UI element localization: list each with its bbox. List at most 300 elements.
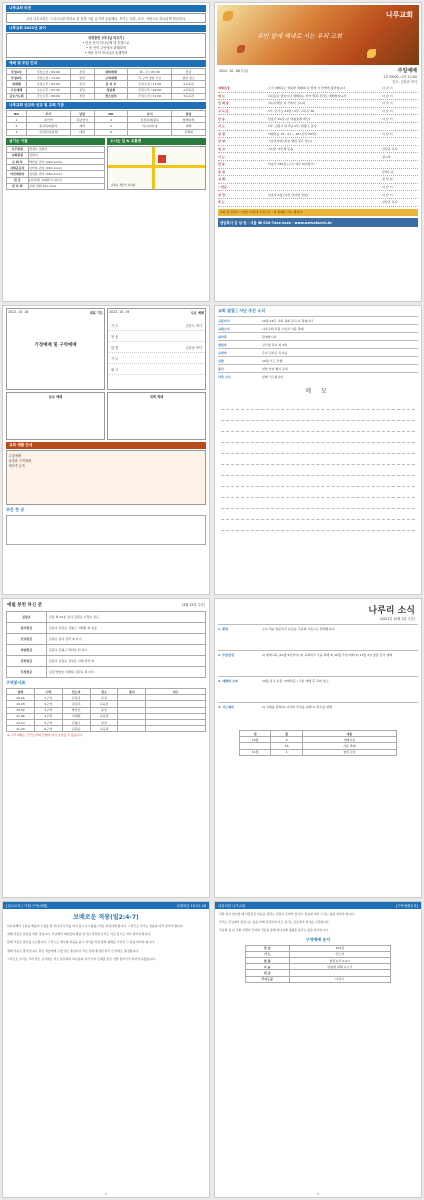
table-cell: 정한 장소 [172,75,206,81]
order-item-leader: 다 같 이 [382,93,393,98]
table-header-cell: 월 [271,731,302,737]
lesson-paragraph: 주님의 몸 된 교회 안에서 각자의 직분을 통해 하나님께 영광을 돌리는 삶을 살아갑시다. [219,928,329,933]
table-cell: 주일오전 / 11:00 [128,94,172,100]
order-item-label: 찬 양 [218,139,225,144]
table-cell: 청년회 [95,88,129,94]
table-cell: 본당 [71,94,95,100]
lesson-body [215,912,421,933]
notice-row [218,364,418,372]
notice-label: 교회소식 [218,326,230,331]
order-item-leader: 설교자 [382,154,391,159]
table-cell [146,726,206,732]
order-value: 인도자 [290,952,392,958]
footer-address: 담임목사 김 상 준 · 서울 ☎ 010-7xxx-xxxx · www.naruchurch.kr [218,218,418,227]
order-item-content: 마태복음 15 : 21 ~ 28 (신약 26쪽) [268,131,317,136]
order-item-content: 오직 예배하는 영원한 예배의 문 앞에 기 함께에 충만합니다 [268,86,346,91]
offering-names: 김원교 김형구 박한호 외 다수 [47,645,206,656]
table-cell: 5 [95,123,129,129]
church-name: 나루교회 [385,10,413,19]
table-cell: 주일2부 [7,75,27,81]
order-item-content [268,177,382,181]
table-cell: 번 부 회 [7,184,29,190]
order-value: 말씀에 대해 나누기 [290,964,392,970]
order-item-content [268,170,382,174]
table-cell: 본당 [172,69,206,75]
memo-line [221,465,415,476]
duty-footnote: ※ 구역 예배는 각 인도자의 진행에 따라 조정될 수 있습니다. [7,733,83,738]
table-cell: 3교육관 [172,94,206,100]
table-cell: 사회공동자 [7,165,29,171]
table-cell: 사무원원 [7,147,29,153]
table-cell: 교육관 [91,714,119,720]
offering-type: 감사헌금 [7,623,47,634]
offering-type: 주정헌금 [7,667,47,678]
table-cell: 주일오후 / 02:00 [128,88,172,94]
worship-table [6,68,206,100]
news-subtitle: (2021년 10월 2일 주간) [379,617,415,621]
news-label: 2. 주일일정 [218,652,234,657]
order-item-content: 1부: 유기도 21편 / 2부: 교독문 60 [268,109,315,114]
table-cell: 대해 [172,123,206,129]
wed-order-row [108,353,205,364]
table-cell: 재개 [71,123,95,129]
table-cell: 2 [7,123,27,129]
table-cell: 김원순 [63,726,91,732]
order-item-label: 예 도 [218,93,225,98]
worship-order-row [218,169,418,177]
order-item-label: 교 독 문 [218,109,229,114]
table-cell: 박한호 권사 (010-xxxx) [29,159,105,165]
table-header-cell: 담당 [172,111,206,117]
notice-label: 교역자 [218,350,227,355]
sermon-paragraph: 첫째 직분은 섬김을 위한 것입니다. 주님께서 제자들의 발을 씻기신 것처럼 우리도 서로 섬기는 자가 되어야 합니다. [7,932,152,937]
table-header-cell: 장소 [91,689,119,695]
offering-type: 차량헌금 [7,645,47,656]
table-cell: 헌 금 [7,178,29,184]
worship-order-row [218,85,418,93]
wed-date: 2022. 10. 19 [109,310,130,314]
table-cell: 각 구역 정한 시간 [128,75,172,81]
table-cell: 10.30 [7,708,35,714]
table-cell: 2교육관 [172,88,206,94]
table-cell: 9 [271,737,302,743]
table-cell: 3 [7,130,27,136]
table-cell: 16 [271,743,302,749]
table-header-cell: 일 [240,731,271,737]
order-label: 헌 금 [246,970,290,976]
worship-order-row [218,93,418,101]
page-number: 2 [105,1192,107,1196]
table-cell: (김하상) 교회학교 (하기) [29,178,105,184]
sermon-paragraph: 그러므로 우리는 각자 받은 은사대로 서로 봉사하며 하나님의 여러 가지 은혜를 맡은 선한 청지기가 되어야 하겠습니다. [7,956,156,961]
table-cell: 본당 [91,720,119,726]
week-table-title: 주간 찬 공 [6,507,25,512]
table-cell: 5구역 [35,720,63,726]
notice-row [218,332,418,340]
order-value: 빌립보서 2:4-7 [290,958,392,964]
table-cell: 금요기도회 [7,94,27,100]
table-cell: 김형구 [63,720,91,726]
goal-box [6,33,206,58]
notice-label: 생일자 [218,342,227,347]
memo-line [221,520,415,531]
sermon-body [3,924,209,961]
order-item-label: 기 도 [218,124,225,129]
order-item-content: 1부: 김원교 권사님 2부: 변형구 집사 [268,124,317,129]
notice-row [218,324,418,332]
notice-text: 주일 김상준 목사님 [262,350,288,355]
notice-text: 함께 기도합니다 [262,374,284,379]
service-title: 주일예배 [397,68,417,74]
table-cell: 김원이 [29,153,105,159]
order-value: 다같이 [290,977,392,983]
wed-order-row [108,320,205,331]
offering-subtitle: (9월 25일 주간) [182,603,205,607]
table-cell: 4 [95,117,129,123]
order-item-label: 성 경 [218,131,225,136]
lesson-header-right: [구역예배공과] [395,904,418,908]
table-cell: 11.20 [7,726,35,732]
table-cell: 창립 감사 [303,750,397,756]
notice-label: 심방 [218,358,224,363]
notice-text: 10월 기도 진행 [262,358,283,363]
order-item-leader: 다 같 이 [382,101,393,106]
wed-title: 수요 예배 [190,311,204,315]
lesson-paragraph: 서원 앞이 앞이날 때 사람들은 복음을 전하는 사람이 존재가 있거나, 복음의 내어 드리는 삶을 살아야 합니다. [219,912,355,916]
notice-title: 교회 알림 | 지난 주간 소식 [218,308,266,313]
sermon-paragraph: 셋째 직분은 충성입니다. 맡은 자들에게 구할 것은 충성이니 작은 일에 충성된 자가 큰 일에도 충성합니다. [7,948,139,953]
worship-order-row [218,199,418,207]
sermon-header-left: [설교요약 / 가정(구역)예배] [6,904,48,908]
news-text: 오늘 처음 방문하신 분들을 주님의 이름으로 환영합니다. [262,626,336,631]
table-cell: 중 저 부 [95,81,129,87]
memo-line [221,399,415,410]
table-cell: 10.23 [7,701,35,707]
map-note: 송현동 계단식 지하철 [111,183,136,187]
memo-line [221,509,415,520]
order-value: 312장 [290,946,392,952]
sermon-header [3,902,209,909]
notice-list [215,316,421,380]
bulletin-slogan: 주인 앞에 제대로 서는 우리 교회 [257,33,342,40]
table-cell: 주일오전 / 11:00 [128,81,172,87]
worship-order-row [218,191,418,199]
offering-type: 십일조 [7,612,47,623]
order-item-leader: 다 같 이 [382,86,393,91]
order-item-label: 찬 송 [218,162,225,167]
bulletin-banner [217,5,419,65]
table-cell: 구역예배 [95,75,129,81]
sheet3-right-page [214,598,422,898]
sheet2-left-page [2,305,210,595]
fri-title: 금요 예배 [48,395,63,399]
table-cell: 4구역 [35,714,63,720]
worship-order-row [218,161,418,169]
wed-order-label: 찬 송 [111,334,119,339]
worship-order-row [218,108,418,116]
table-cell: 이해원 [63,714,91,720]
lesson-header [215,902,421,909]
notice-text: 환영합니다 [262,334,277,339]
table-cell: 박한호 [63,708,91,714]
table-cell: 6구역 [35,726,63,732]
news-label: 4. 기도제목 [218,704,234,709]
table-cell: 교육관 [91,701,119,707]
notice-text: 김가정 권사 외 3명 [262,342,288,347]
news-label: 3. 예배와 교역 [218,678,238,683]
table-cell: 김상한/하원해 [27,130,71,136]
table-header-cell: 인도자 [63,689,91,695]
table-header-cell: 봉사 [118,689,146,695]
worship-order-row [218,138,418,146]
table-cell: 본당 [71,75,95,81]
table-cell: 11.06 [7,714,35,720]
order-item-content [268,200,382,204]
order-item-label: 설 교 [218,147,225,152]
table-header-cell: 부서 [128,111,172,117]
wed-order-row [108,342,205,353]
notice-label: 새가족 [218,334,227,339]
news-list [215,624,421,728]
order-item-leader [382,162,418,166]
goal-line: 성령충만 (하나님 따르기) [88,35,124,40]
table-header-cell: 날짜 [7,689,35,695]
lesson-order-table [245,945,391,983]
news-mini-table [239,730,397,756]
table-header-cell: 비고 [146,689,206,695]
table-cell: 10.16 [7,695,35,701]
service-times: 1부 09:00 / 2부 11:00 [383,75,417,79]
table-cell: 가을 축제 [303,743,397,749]
memo-line [221,421,415,432]
table-cell: 본당 [91,708,119,714]
order-label: 찬 송 [246,946,290,952]
news-row [218,702,418,728]
order-label: 주기도문 [246,977,290,983]
table-cell: 교회원원 [7,153,29,159]
table-cell: 김원교 [63,701,91,707]
table-cell: 김연용 권사 (010-xxxx) [29,171,105,177]
order-item-leader [382,124,418,128]
order-item-label: 찬 송 [218,116,225,121]
order-item-label: • 헌금 [218,185,227,190]
order-item-content: 찬송가 4장 (성부 성자와 성령) [268,192,308,197]
sheet4-left-page [2,901,210,1198]
table-cell: 본당 [91,695,119,701]
goal-header: 나루교회 2021년 표어 [6,25,206,32]
order-item-content: 가나안 여인의 믿음 [268,147,294,152]
news-row [218,624,418,650]
news-text: 1) 교회를 위해 2) 나라와 민족을 위해 3) 환우를 위해 [262,704,332,709]
table-cell: 중이하/회원차 [27,123,71,129]
week-table [6,515,206,545]
worship-order-row [218,123,418,131]
news-row [218,650,418,676]
worship-order-row [218,153,418,161]
memo-lines [215,399,421,531]
offering-table [6,611,206,678]
lesson-order-title: 구역예배 순서 [305,936,331,942]
wed-order-row [108,364,205,375]
table-cell: 본당 [71,69,95,75]
worship-order-row [218,115,418,123]
prayer-service: 기정예배 및 구역예배 [34,343,77,348]
table-cell: 합해다해 [172,117,206,123]
table-cell: 3구역 [35,708,63,714]
news-title: 나루리 소식 [368,606,415,616]
staff-table [6,146,105,190]
table-cell [118,726,146,732]
order-item-leader: 다 같 이 [382,116,393,121]
table-cell: 1구역 [35,695,63,701]
vision-text: 우리 나루교회는 그리스도를 머리로 한 몸을 이룬 유기적 공동체다. 모이는 일과, 소모, 사랑으로 하나님께 헌신한다. [6,13,206,23]
table-cell: 주일오전 / 11:00 [27,75,71,81]
wed-order-label: 기 도 [111,356,119,361]
notice-row [218,372,418,380]
table-cell: 새벽예배 [95,69,129,75]
memo-line [221,443,415,454]
sermon-paragraph: 둘째 직분은 겸손을 요구합니다. 그리스도 예수의 마음을 품고 자기를 비워 종의 형체를 가지신 그 본을 따라야 합니다. [7,940,155,945]
offering-names: 김원 박한호 이해원 김원교 외 다수 [47,667,206,678]
table-cell: 목판연삭 [71,117,95,123]
table-cell: 본당 [71,88,95,94]
sheet1-right-page [214,2,422,302]
order-label: 나 눔 [246,964,290,970]
table-header-cell: 담당 [71,111,95,117]
offering-names: 김원순 김하 김학 외 다수 [47,634,206,645]
news-row [218,676,418,702]
table-cell: 세례교육 [303,737,397,743]
worship-order-row [218,131,418,139]
table-cell: 11월 [240,750,271,756]
order-item-leader: 다 같 이 [382,109,393,114]
sheet3-left-page [2,598,210,898]
service-preacher: 인도: 김상준 목사 [392,80,417,84]
table-cell: 수요예배 [7,88,27,94]
service-info [215,67,421,84]
table-cell: 교대 연원 01x-xxxx [29,184,105,190]
duty-title: 구역봉사표 [6,680,26,685]
goal-line: • 몸 안의 주안에서 화해하며 [86,45,126,50]
order-item-label: 기 도 [218,154,225,159]
order-item-leader: 장 상 침 [382,177,393,182]
order-item-leader: 다 같 이 [382,131,393,136]
schedule-header: 교회 생활 안내 [6,442,206,449]
memo-line [221,410,415,421]
lesson-header-left: 마블리한 나루교회 [218,904,246,908]
memo-line [221,476,415,487]
order-item-leader: 다 같 이 [382,185,393,190]
table-cell: 김상준 [63,695,91,701]
table-cell: 교육관 [91,726,119,732]
table-cell: 대예배 [7,81,27,87]
order-item-label: 축 도 [218,200,225,205]
worship-order-row [218,146,418,154]
sermon-paragraph: 하나님께서 구원을 베풀어 주셨을 뿐 아니라 우리를 자녀 삼으시고 영광스러운 자유하게 합니다. 그러므로 우리는 말씀을 따라 살아야 합니다. [7,924,184,928]
order-item-leader: 김상준 목사 [382,200,398,205]
table-cell: 대한 [71,130,95,136]
offering-title: 예월 봉헌 하신 분 [7,603,43,608]
order-item-content: 하나님께로 더 가까이 갑니다 [268,101,306,106]
table-cell: 본당 [71,81,95,87]
wed-order-label: 기 도 [111,323,119,328]
table-cell: 이학복 권사 (010-xxxx) [29,165,105,171]
order-item-content [268,185,382,189]
table-header-cell: NO [7,111,27,117]
table-cell [128,130,172,136]
order-item-label: 교 제 [218,177,225,182]
table-cell: 화~금 / 05:30 [128,69,172,75]
order-item-label: 봉 헌 [218,169,225,174]
vision-header: 나루교회 비전 [6,5,206,12]
duty-table [6,688,206,732]
table-cell: 6 [95,130,129,136]
order-item-content [268,155,382,159]
goal-line: • 믿음 안의 하나님께 대 진행으로 [82,40,130,45]
table-cell: 10월 [240,737,271,743]
table-cell: 하나님의 대 [128,123,172,129]
wed-order-row [108,331,205,342]
order-label: 기 도 [246,952,290,958]
news-label: 1. 환영 [218,626,229,631]
table-cell: 1 [7,117,27,123]
church-marker-icon [158,155,166,163]
table-cell: 류상하/회원목 [128,117,172,123]
sheet4-right-page [214,901,422,1198]
table-cell: 1 [271,750,302,756]
sheet2-right-page [214,305,422,595]
table-cell: 연점우 집원진 [29,147,105,153]
church-map [107,146,206,190]
table-cell: 11.13 [7,720,35,726]
schedule-row: 성경과 구역예배 [8,458,32,463]
order-item-leader: 김상준 목사 [382,147,398,152]
depts-header: 나루교회 선교와 선교 및 교회 기관 [6,102,206,109]
order-item-content: 찬송가 20장 (큰 영광중에 계신) [268,116,310,121]
news-text: 1) 세례교육 (10월 9일부터) 2) 교회학교 가을 축제 3) 10월 주일 예배 4) 11월 1일 창립 감사 예배 [262,652,393,657]
memo-line [221,498,415,509]
notice-label: 가족 소식 [218,374,231,379]
notice-text: 10월 16주 교회 필레 갑니 다 원합니다 [262,318,314,323]
table-cell: 2구역 [35,701,63,707]
worship-order-row [218,100,418,108]
prayer-title: 대표 기도 [89,311,103,315]
memo-line [221,454,415,465]
notice-row [218,340,418,348]
wed-order-leader: 김상도 목사 [185,323,202,328]
wed-order-label: 말 씀 [111,345,119,350]
footer-notice: 교회 앞 공원나 스세보 이전에 주십시오 · 첫 번째로 아는 합니다. [218,209,418,216]
memo-title: 메 모 [305,388,331,395]
sermon-title: 보배로운 적봉(빌2:4-7) [73,914,139,921]
notice-text: 연합 찬양 행사 준비 [262,366,289,371]
offering-names: 김하 외 12분 감사 김원순 이경호 성도 [47,612,206,623]
offering-type: 선교헌금 [7,634,47,645]
table-cell: 존해화 [172,130,206,136]
memo-line [221,432,415,443]
schedule-row: 주일예배 [8,453,21,458]
worship-header: 예배 및 모임 안내 [6,60,206,67]
table-header-cell: 부서 [27,111,71,117]
notice-text: 나루교회 부원 모임과 가을 축제 [262,326,304,331]
table-cell: 여전대원자 [7,171,29,177]
page-number: 3 [317,1192,319,1196]
table-cell: 관련역 [27,117,71,123]
wed-order-leader: 김상준 목사 [185,345,202,350]
notice-row [218,316,418,324]
order-item-leader [382,139,418,143]
order-item-leader: 함께드림 [382,169,394,174]
